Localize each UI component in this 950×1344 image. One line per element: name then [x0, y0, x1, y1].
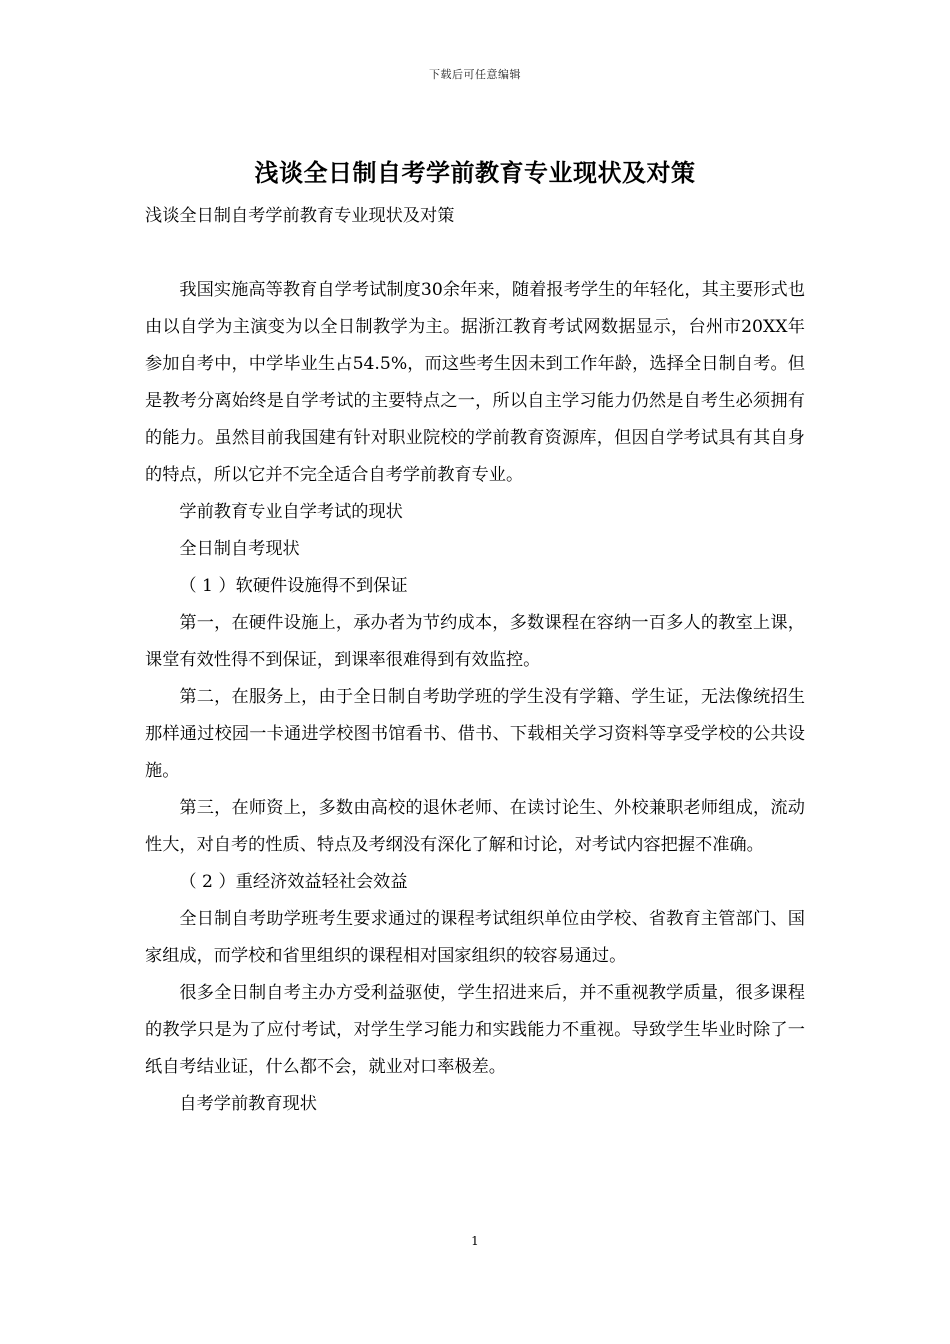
paragraph-service: 第二，在服务上，由于全日制自考助学班的学生没有学籍、学生证，无法像统招生那样通过校园一卡通进学校图书馆看书、借书、下载相关学习资料等享受学校的公共设施。	[145, 687, 805, 781]
paragraph-profit: 很多全日制自考主办方受利益驱使，学生招进来后，并不重视教学质量，很多课程的教学只是为了应付考试，对学生学习能力和实践能力不重视。导致学生毕业时除了一纸自考结业证，什么都不会，就业对口率极差。	[145, 983, 805, 1077]
document-title: 浅谈全日制自考学前教育专业现状及对策	[254, 159, 696, 187]
paragraph-exam-units: 全日制自考助学班考生要求通过的课程考试组织单位由学校、省教育主管部门、国家组成，而学校和省里组织的课程相对国家组织的较容易通过。	[145, 909, 805, 966]
item-heading-facilities: （ 1 ）软硬件设施得不到保证	[179, 576, 408, 596]
paragraph-teachers: 第三，在师资上，多数由高校的退休老师、在读讨论生、外校兼职老师组成，流动性大，对自考的性质、特点及考纲没有深化了解和讨论，对考试内容把握不准确。	[145, 798, 805, 855]
paragraph-hardware: 第一，在硬件设施上，承办者为节约成本，多数课程在容纳一百多人的教室上课，课堂有效性得不到保证，到课率很难得到有效监控。	[145, 613, 805, 670]
document-subtitle: 浅谈全日制自考学前教育专业现状及对策	[145, 206, 455, 226]
subsection-heading-fulltime: 全日制自考现状	[179, 539, 300, 559]
header-note: 下载后可任意编辑	[429, 68, 521, 81]
item-heading-economic: （ 2 ）重经济效益轻社会效益	[179, 872, 408, 892]
paragraph-intro: 我国实施高等教育自学考试制度30余年来，随着报考学生的年轻化，其主要形式也由以自学为主演变为以全日制教学为主。据浙江教育考试网数据显示，台州市20XX年参加自考中，中学毕业生占54.5%，而这些考生因未到工作年龄，选择全日制自考。但是教考分离始终是自学考试的主要特点之一，所以自主学习能力仍然是自考生必须拥有的能力。虽然目前我国建有针对职业院校的学前教育资源库，但因自学考试具有其自身的特点，所以它并不完全适合自考学前教育专业。	[145, 280, 805, 485]
document-body	[145, 198, 805, 1123]
subsection-heading-preschool: 自考学前教育现状	[179, 1094, 317, 1114]
page-number: 1	[471, 1234, 479, 1248]
section-heading-status: 学前教育专业自学考试的现状	[179, 502, 403, 522]
